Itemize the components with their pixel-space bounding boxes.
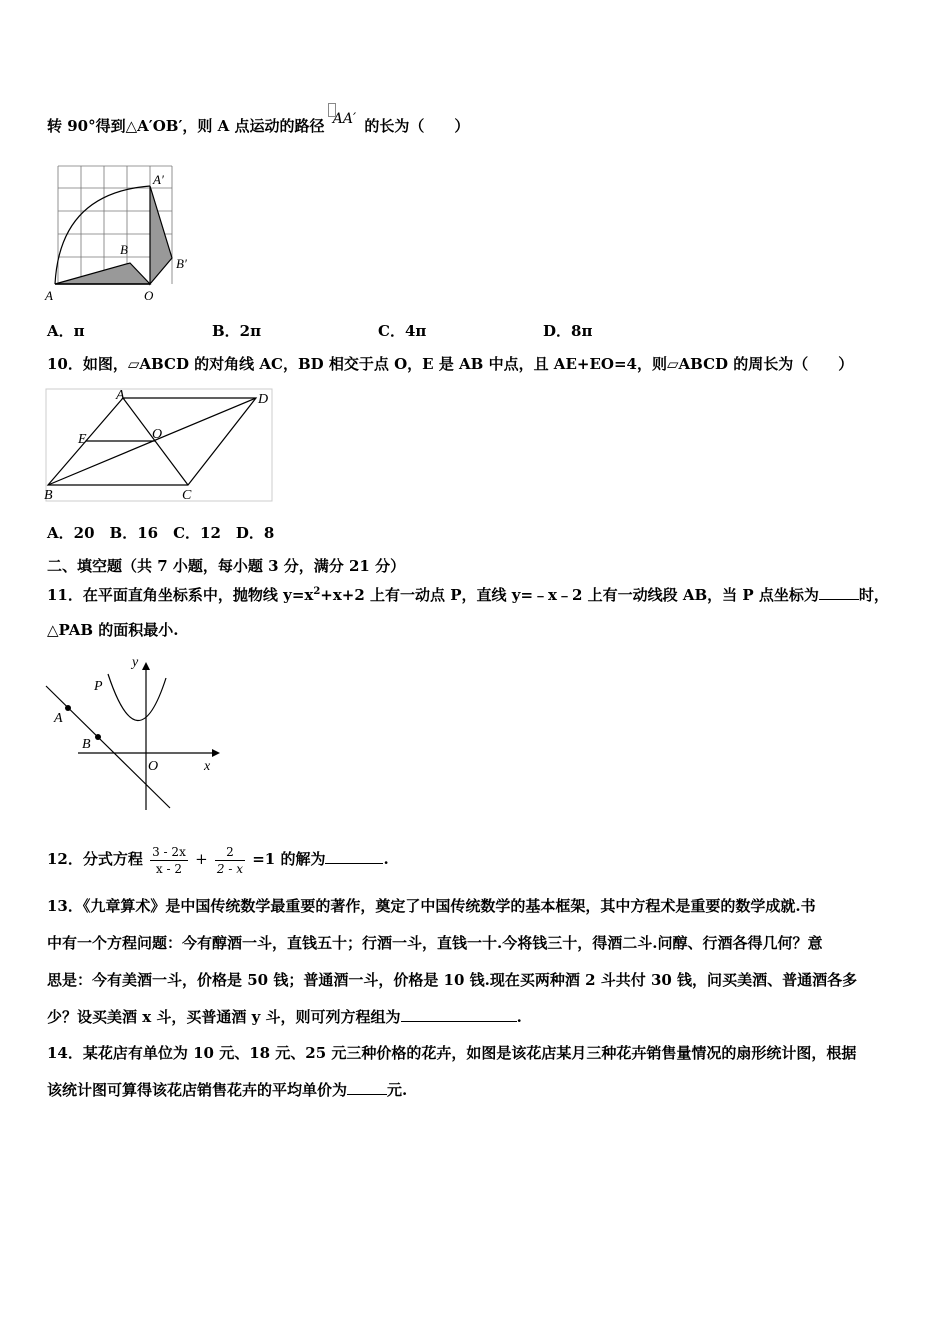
label-O: O <box>144 288 154 303</box>
triangle-AOB <box>55 263 150 284</box>
q9-option-c: C．4π <box>378 322 427 340</box>
label-A': A′ <box>153 172 164 187</box>
q12-line <box>47 842 389 877</box>
label-O: O <box>152 427 163 442</box>
q11-figure <box>40 650 230 820</box>
point-B <box>95 734 101 740</box>
q9-option-a: A．π <box>47 322 85 340</box>
label-B: B <box>44 488 53 503</box>
q12-fraction-2-numerator: 2 <box>215 844 245 861</box>
q12-fraction-1-denominator: x - 2 <box>155 861 183 876</box>
label-B: B <box>82 737 91 752</box>
parabola <box>108 674 166 721</box>
q14-line-2 <box>47 1080 407 1100</box>
q11-line-1 <box>47 582 889 605</box>
label-E: E <box>78 432 87 447</box>
section-2-title: 二、填空题（共 7 小题，每小题 3 分，满分 21 分） <box>47 557 406 575</box>
q11-sup: 2 <box>313 586 321 597</box>
q11-line-1-a: 11．在平面直角坐标系中，抛物线 y=x <box>47 586 314 604</box>
q9-arc-label <box>330 109 359 129</box>
q9-figure <box>40 158 200 308</box>
q9-stem-end: 的长为（ ） <box>364 117 470 135</box>
q9-arc-text: AA′ <box>332 111 357 127</box>
q13-answer-blank[interactable] <box>401 1007 517 1022</box>
q14-line-1: 14．某花店有单位为 10 元、18 元、25 元三种价格的花卉，如图是该花店某月三种花卉销售量情况的扇形统计图，根据 <box>47 1044 857 1062</box>
q13-line-1: 13．《九章算术》是中国传统数学最重要的著作，奠定了中国传统数学的基本框架，其中方程术是重要的数学成就.书 <box>47 897 816 915</box>
q12-fraction-2-denominator: 2 - x <box>216 861 243 876</box>
q11-line-1-c: 时， <box>858 586 889 604</box>
q13-line-4 <box>47 1007 522 1027</box>
q11-answer-blank[interactable] <box>819 585 859 600</box>
q13-line-4-text: 少？设买美酒 x 斗，买普通酒 y 斗，则可列方程组为 <box>47 1008 401 1026</box>
q9-arc-mark <box>328 103 336 117</box>
q14-answer-blank[interactable] <box>347 1080 387 1095</box>
q12-fraction-2 <box>215 844 245 877</box>
q9-stem <box>47 111 470 137</box>
label-A: A <box>116 388 125 403</box>
q9-stem-text: 转 90°得到△A′OB′，则 A 点运动的路径 <box>47 117 325 135</box>
q12-suffix: =1 的解为 <box>252 850 326 868</box>
label-C: C <box>182 488 192 503</box>
x-axis-arrow <box>212 749 220 757</box>
label-B: B <box>120 242 128 257</box>
q12-answer-blank[interactable] <box>325 849 383 864</box>
q10-figure <box>40 385 275 505</box>
label-P: P <box>94 679 103 694</box>
label-y: y <box>132 655 139 670</box>
q10-stem: 10．如图，▱ABCD 的对角线 AC，BD 相交于点 O，E 是 AB 中点，且 AE+EO=4，则▱ABCD 的周长为（ ） <box>47 355 854 373</box>
q12-end: . <box>383 850 389 868</box>
triangle-A'OB' <box>150 186 172 284</box>
q12-fraction-1-numerator: 3 - 2x <box>152 844 186 859</box>
label-O: O <box>148 759 159 774</box>
q13-line-4-end: . <box>516 1008 522 1026</box>
q13-line-3: 思是：今有美酒一斗，价格是 50 钱；普通酒一斗，价格是 10 钱.现在买两种酒 2 斗共付 30 钱，问买美酒、普通酒各多 <box>47 971 858 989</box>
label-A: A <box>45 288 53 303</box>
label-D: D <box>258 392 269 407</box>
label-B': B′ <box>176 256 187 271</box>
q12-fraction-1 <box>150 844 188 877</box>
q14-line-2-text: 该统计图可算得该花店销售花卉的平均单价为 <box>47 1081 348 1099</box>
label-x: x <box>204 759 211 774</box>
q13-line-2: 中有一个方程问题：今有醇酒一斗，直钱五十；行酒一斗，直钱一十.今将钱三十，得酒二斗.问醇、行酒各得几何？意 <box>47 934 823 952</box>
q11-line-1-b: +x+2 上有一动点 P，直线 y=﹣x﹣2 上有一动线段 AB，当 P 点坐标为 <box>320 586 819 604</box>
q9-option-d: D．8π <box>543 322 593 340</box>
line-AB <box>46 686 170 808</box>
q12-plus: + <box>195 850 208 868</box>
q9-option-b: B．2π <box>212 322 262 340</box>
y-axis-arrow <box>142 662 150 670</box>
q14-line-2-end: 元. <box>387 1081 408 1099</box>
label-A: A <box>54 711 63 726</box>
q12-prefix: 12．分式方程 <box>47 850 143 868</box>
q11-line-2: △PAB 的面积最小. <box>47 621 179 639</box>
point-A <box>65 705 71 711</box>
q10-options: A．20 B．16 C．12 D．8 <box>47 524 275 542</box>
